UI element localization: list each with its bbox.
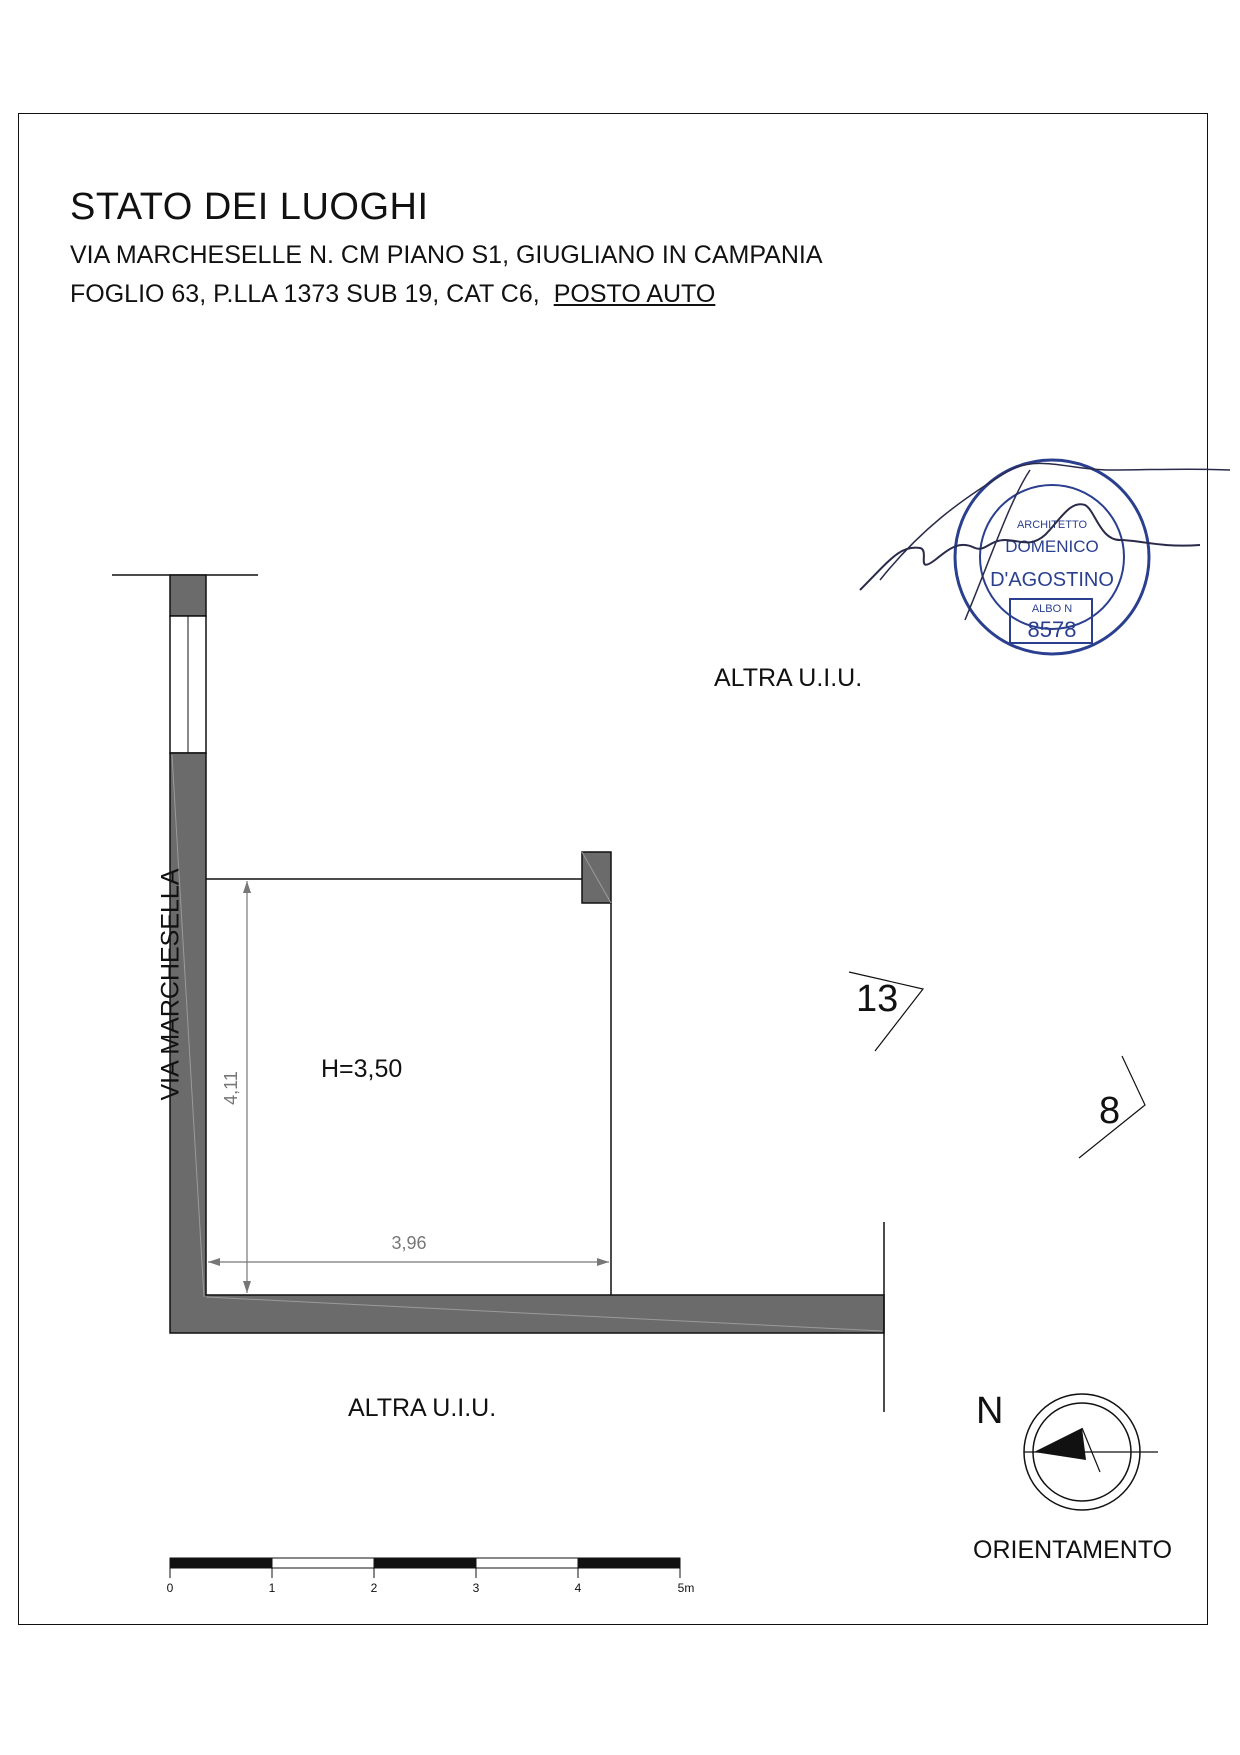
unit-type: POSTO AUTO [553,280,716,308]
dim-depth-label: 4,11 [221,1071,241,1105]
scale-segment-4 [476,1558,578,1568]
street-label: VIA MARCHESELLA [156,868,185,1101]
dim-depth-arrow-bottom [243,1281,251,1293]
scale-segment-1 [170,1558,272,1568]
stamp-last-name: D'AGOSTINO [990,569,1114,591]
dim-width-arrow-right [597,1258,609,1266]
stamp-first-name: DOMENICO [1005,537,1099,556]
dim-width-arrow-left [208,1258,220,1266]
architect-stamp [860,460,1230,654]
scale-label-5: 5m [677,1581,695,1595]
stamp-albo-label: ALBO N [1031,603,1073,615]
cadastral-text: FOGLIO 63, P.LLA 1373 SUB 19, CAT C6, [70,280,540,308]
neighbor-unit-top: ALTRA U.I.U. [714,664,863,692]
dim-depth-arrow-top [243,881,251,893]
dim-width-label: 3,96 [391,1233,427,1253]
wall-l-shape [170,753,884,1333]
scale-label-2: 2 [370,1581,378,1595]
scale-label-4: 4 [574,1581,582,1595]
neighbor-unit-bottom: ALTRA U.I.U. [348,1394,497,1422]
compass-needle [1034,1428,1086,1460]
north-label: N [976,1390,1004,1432]
scale-segment-5 [578,1558,680,1568]
orientation-label: ORIENTAMENTO [973,1536,1173,1564]
ceiling-height: H=3,50 [321,1055,403,1083]
stamp-albo-number: 8578 [1027,617,1077,642]
space-number-13: 13 [856,978,899,1020]
stamp-role: ARCHITETTO [1016,519,1088,531]
scale-label-1: 1 [268,1581,276,1595]
scale-label-3: 3 [472,1581,480,1595]
scale-segment-2 [272,1558,374,1568]
wall-segment-top [170,575,206,616]
scale-label-0: 0 [166,1581,174,1595]
drawing-title: STATO DEI LUOGHI [70,186,429,228]
space-number-8: 8 [1099,1090,1121,1132]
scale-segment-3 [374,1558,476,1568]
address-line: VIA MARCHESELLE N. CM PIANO S1, GIUGLIANO IN CAMPANIA [70,241,823,269]
